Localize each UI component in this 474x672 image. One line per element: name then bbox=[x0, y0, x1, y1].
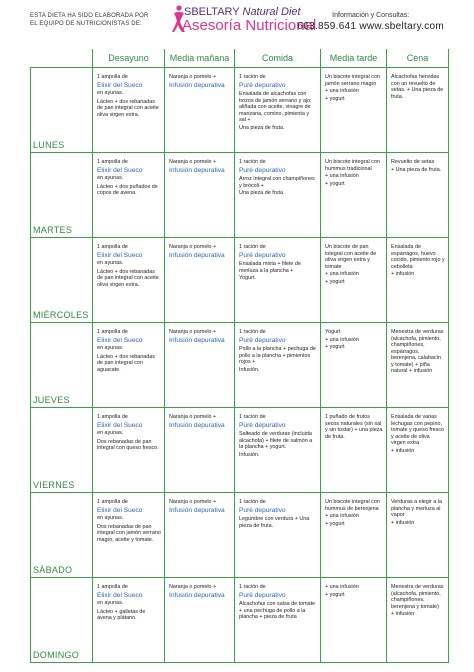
meal-cell-media-manana bbox=[165, 493, 235, 578]
meal-line: + yogurt bbox=[325, 180, 345, 187]
meal-line: 1 ración de bbox=[239, 74, 266, 80]
meal-line: Naranja o pomelo + bbox=[169, 329, 217, 335]
meal-line: Revuelto de setas bbox=[391, 159, 435, 165]
meal-cell-cena bbox=[387, 238, 449, 323]
meal-line: Infusión depurativa bbox=[169, 166, 225, 174]
table-row bbox=[31, 68, 449, 153]
meal-line: Puré depurativo bbox=[239, 506, 286, 514]
meal-line: Ensalada mixta + filete de merluza a la plancha + bbox=[239, 261, 301, 274]
meal-cell-media-tarde bbox=[321, 578, 387, 663]
day-label: JUEVES bbox=[31, 323, 93, 408]
meal-line: Elixir del Sueco bbox=[97, 421, 143, 429]
table-row bbox=[31, 238, 449, 323]
table-row bbox=[31, 323, 449, 408]
meal-line: Elixir del Sueco bbox=[97, 251, 143, 259]
meal-line: + una infusión bbox=[325, 271, 359, 277]
meal-cell-comida bbox=[235, 68, 321, 153]
meal-cell-desayuno bbox=[93, 323, 165, 408]
meal-line: Arroz integral con champiñones y brócoli + bbox=[239, 176, 315, 189]
meal-cell-cena bbox=[387, 408, 449, 493]
meal-cell-media-manana bbox=[165, 153, 235, 238]
meal-line: + Una pieza de fruta. bbox=[391, 166, 442, 173]
day-label: MARTES bbox=[31, 153, 93, 238]
meal-cell-comida bbox=[235, 323, 321, 408]
meal-cell-comida bbox=[235, 493, 321, 578]
meal-line: Lácteo + dos rebanadas de pan integral con aceite oliva virgen extra. bbox=[97, 268, 159, 288]
meal-line: en ayunas. bbox=[97, 90, 124, 97]
meal-line: Pollo a la plancha + pechuga de pollo a la plancha + pimientos rojos + bbox=[239, 346, 316, 366]
meal-line: Puré depurativo bbox=[239, 421, 286, 429]
meal-cell-desayuno bbox=[93, 578, 165, 663]
meal-line: Lácteo + dos rebanadas de pan integral con aguacate. bbox=[97, 353, 155, 373]
meal-cell-media-tarde bbox=[321, 68, 387, 153]
meal-line: Lácteo + dos rebanadas de pan integral con aceite oliva virgen extra. bbox=[97, 98, 159, 118]
meal-line: Lácteo + galletas de avena y plátano. bbox=[97, 608, 146, 622]
day-label: MIÉRCOLES bbox=[31, 238, 93, 323]
meal-line: 1 ración de bbox=[239, 414, 266, 420]
meal-line: Una pieza de fruta. bbox=[239, 124, 285, 131]
meal-line: Infusión. bbox=[239, 451, 260, 458]
page-header bbox=[0, 0, 474, 44]
meal-cell-cena bbox=[387, 323, 449, 408]
meal-line: + una infusión bbox=[325, 513, 359, 519]
meal-line: Un biscote de pan integral con aceite de oliva virgen extra y tomate bbox=[325, 244, 377, 270]
meal-line: Menestra de verduras (alcachofa, pimiento, champiñones, espárragos, berenjena, calabacín y tomate) + piña natural + infusión bbox=[391, 329, 444, 374]
meal-line: en ayunas. bbox=[97, 175, 124, 182]
meal-cell-desayuno bbox=[93, 408, 165, 493]
meal-cell-media-manana bbox=[165, 323, 235, 408]
meal-cell-media-tarde bbox=[321, 238, 387, 323]
meal-line: 1 puñado de frutos secos naturales (sin sal y sin tostar) + una pieza de fruta. bbox=[325, 414, 383, 440]
meal-line: en ayunas. bbox=[97, 430, 124, 437]
meal-line: 1 ración de bbox=[239, 329, 266, 335]
meal-line: Naranja o pomelo + bbox=[169, 499, 217, 505]
meal-cell-comida bbox=[235, 408, 321, 493]
meal-line: Infusión depurativa bbox=[169, 591, 225, 599]
meal-line: 1 ampolla de bbox=[97, 159, 128, 165]
meal-line: + infusión bbox=[391, 447, 415, 454]
day-label: LUNES bbox=[31, 68, 93, 153]
table-row bbox=[31, 153, 449, 238]
meal-line: Infusión depurativa bbox=[169, 506, 225, 514]
diet-table bbox=[30, 49, 449, 663]
brand-subtitle: Asesoría Nutricional bbox=[182, 17, 317, 34]
meal-cell-comida bbox=[235, 238, 321, 323]
meal-line: Infusión depurativa bbox=[169, 251, 225, 259]
column-header-desayuno: Desayuno bbox=[93, 49, 165, 68]
meal-line: + una infusión bbox=[325, 173, 359, 179]
meal-line: Naranja o pomelo + bbox=[169, 74, 217, 80]
meal-line: 1 ampolla de bbox=[97, 499, 128, 505]
meal-cell-cena bbox=[387, 68, 449, 153]
meal-line: Puré depurativo bbox=[239, 81, 286, 89]
meal-line: Elixir del Sueco bbox=[97, 81, 143, 89]
meal-line: Dos rebanadas de pan integral con queso fresco. bbox=[97, 438, 159, 452]
meal-line: 1 ración de bbox=[239, 159, 266, 165]
contact-label: Información y Consultas: bbox=[332, 12, 410, 19]
author-note-line1: ESTA DIETA HA SIDO ELABORADA POR bbox=[30, 13, 149, 19]
meal-cell-desayuno bbox=[93, 493, 165, 578]
author-note bbox=[30, 12, 149, 28]
meal-line: Infusión depurativa bbox=[169, 336, 225, 344]
meal-cell-cena bbox=[387, 153, 449, 238]
meal-line: en ayunas. bbox=[97, 345, 124, 352]
meal-line: 1 ampolla de bbox=[97, 329, 128, 335]
meal-line: 1 ampolla de bbox=[97, 74, 128, 80]
meal-line: Un biscote integral con hummus tradicional bbox=[325, 159, 380, 172]
meal-line: en ayunas. bbox=[97, 515, 124, 522]
meal-line: Salteado de verduras (incluida alcachofa) + filete de salmón a la plancha + yogurt. bbox=[239, 431, 313, 451]
column-header-media-tarde: Media tarde bbox=[321, 49, 387, 68]
meal-line: en ayunas. bbox=[97, 600, 124, 607]
meal-line: Una pieza de fruta. bbox=[239, 190, 285, 197]
meal-line: + infusión bbox=[391, 271, 415, 277]
meal-line: Elixir del Sueco bbox=[97, 506, 143, 514]
meal-line: 1 ración de bbox=[239, 244, 266, 250]
meal-line: 1 ampolla de bbox=[97, 584, 128, 590]
meal-line: + una infusión bbox=[325, 88, 359, 94]
day-label: DOMINGO bbox=[31, 578, 93, 663]
meal-line: Puré depurativo bbox=[239, 591, 286, 599]
meal-cell-comida bbox=[235, 578, 321, 663]
meal-line: Elixir del Sueco bbox=[97, 166, 143, 174]
meal-line: Elixir del Sueco bbox=[97, 336, 143, 344]
column-header-cena: Cena bbox=[387, 49, 449, 68]
meal-line: Ensalada de alcachofas con trozos de jamón serrano y ajo; aliñada con aceite, vinagre de manzana, comino, pimienta y sal + bbox=[239, 91, 312, 124]
contact-info bbox=[297, 11, 444, 34]
table-header-row bbox=[31, 49, 449, 68]
meal-line: Naranja o pomelo + bbox=[169, 584, 217, 590]
meal-line: Un biscote integral con hummus de berenjena bbox=[325, 499, 380, 512]
meal-line: Naranja o pomelo + bbox=[169, 414, 217, 420]
meal-line: en ayunas. bbox=[97, 260, 124, 267]
meal-cell-comida bbox=[235, 153, 321, 238]
meal-cell-desayuno bbox=[93, 68, 165, 153]
meal-cell-desayuno bbox=[93, 238, 165, 323]
meal-line: Un biscote integral con jamón serrano magro bbox=[325, 74, 380, 87]
meal-line: Lácteo + dos puñados de copos de avena. bbox=[97, 183, 158, 197]
meal-line: Puré depurativo bbox=[239, 251, 286, 259]
author-note-line2: EL EQUIPO DE NUTRICIONISTAS DE: bbox=[30, 21, 142, 27]
column-header-comida: Comida bbox=[235, 49, 321, 68]
table-row bbox=[31, 578, 449, 663]
meal-cell-media-manana bbox=[165, 238, 235, 323]
meal-line: Legumbre con verdura + Una pieza de fruta. bbox=[239, 516, 310, 529]
meal-cell-media-manana bbox=[165, 578, 235, 663]
meal-cell-cena bbox=[387, 578, 449, 663]
meal-line: Puré depurativo bbox=[239, 166, 286, 174]
meal-line: + infusión bbox=[391, 611, 415, 617]
meal-cell-media-tarde bbox=[321, 153, 387, 238]
meal-cell-desayuno bbox=[93, 153, 165, 238]
meal-line: Alcachofas con salsa de tomate + una pechuga de pollo a la plancha + pieza de fruta bbox=[239, 601, 316, 621]
meal-line: Infusión depurativa bbox=[169, 421, 225, 429]
meal-line: 1 ampolla de bbox=[97, 414, 128, 420]
contact-value: 663.859.641 www.sbeltary.com bbox=[297, 21, 444, 32]
table-row bbox=[31, 493, 449, 578]
meal-cell-media-tarde bbox=[321, 493, 387, 578]
meal-line: + yogurt bbox=[325, 520, 345, 527]
brand-name: SBELTARY bbox=[184, 6, 240, 18]
brand-tagline: Natural Diet bbox=[242, 6, 301, 18]
meal-line: Verduras a elegir a la plancha y merluza al vapor bbox=[391, 499, 442, 518]
meal-line: + yogurt bbox=[325, 95, 345, 102]
meal-line: + una infusión bbox=[325, 584, 359, 590]
meal-line: Naranja o pomelo + bbox=[169, 244, 217, 250]
meal-line: Naranja o pomelo + bbox=[169, 159, 217, 165]
meal-line: 1 ración de bbox=[239, 499, 266, 505]
meal-cell-media-manana bbox=[165, 68, 235, 153]
meal-line: + una infusión bbox=[325, 336, 359, 343]
meal-line: Yogurt. bbox=[239, 275, 256, 282]
meal-line: Menestra de verduras (alcachofa, pimiento, champiñones, berenjena y tomate) bbox=[391, 584, 444, 610]
meal-line: 1 ración de bbox=[239, 584, 266, 590]
meal-line: Alcachofas hervidas con un revuelto de setas. + Una pieza de fruta. bbox=[391, 74, 444, 100]
meal-line: Puré depurativo bbox=[239, 336, 286, 344]
header-blank bbox=[31, 49, 93, 68]
meal-cell-media-tarde bbox=[321, 408, 387, 493]
meal-line: + yogurt bbox=[325, 278, 345, 285]
meal-line: + yogurt bbox=[325, 591, 345, 598]
meal-line: Yogurt bbox=[325, 329, 341, 335]
meal-line: + yogurt bbox=[325, 344, 345, 350]
meal-line: Ensalada de espárragos, huevo cocido, pimiento rojo y cebolleta bbox=[391, 244, 445, 270]
meal-cell-media-tarde bbox=[321, 323, 387, 408]
table-row bbox=[31, 408, 449, 493]
meal-line: Elixir del Sueco bbox=[97, 591, 143, 599]
meal-line: Ensalada de varias lechugas con pepino, tomate y queso fresco y aceite de oliva virgen extra bbox=[391, 414, 445, 446]
meal-line: 1 ampolla de bbox=[97, 244, 128, 250]
meal-line: Infusión depurativa bbox=[169, 81, 225, 89]
meal-cell-media-manana bbox=[165, 408, 235, 493]
column-header-media-manana: Media mañana bbox=[165, 49, 235, 68]
meal-line: Dos rebanadas de pan integral con jamón serrano magro, aceite y tomate. bbox=[97, 523, 161, 543]
meal-line: Infusión. bbox=[239, 366, 260, 373]
meal-line: + infusión bbox=[391, 519, 415, 526]
meal-cell-cena bbox=[387, 493, 449, 578]
day-label: VIERNES bbox=[31, 408, 93, 493]
day-label: SÁBADO bbox=[31, 493, 93, 578]
